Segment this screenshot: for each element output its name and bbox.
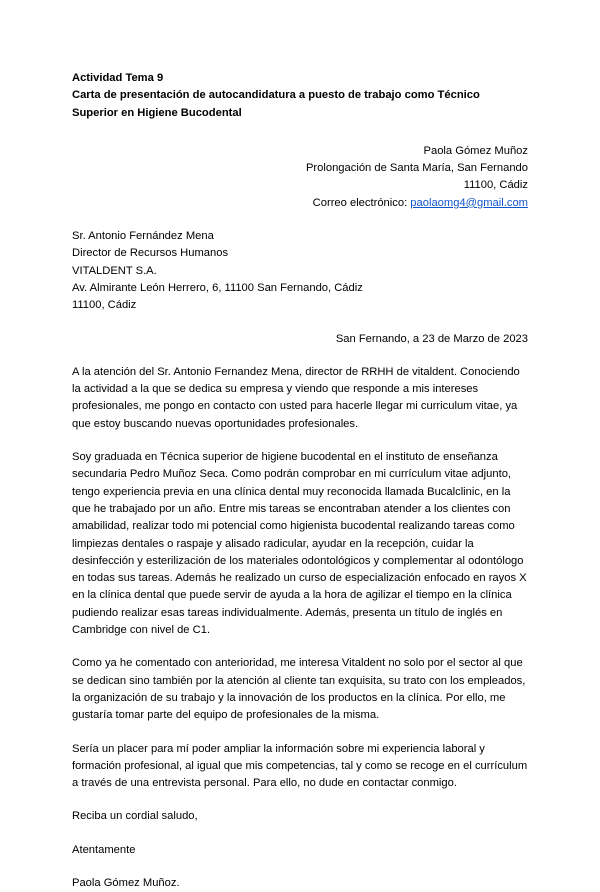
sender-email-link[interactable]: paolaomg4@gmail.com [410,196,528,209]
recipient-block [72,228,528,314]
letter-subject: Carta de presentación de autocandidatura a puesto de trabajo como Técnico Superior en Higiene Bucodental [72,89,480,119]
sender-email-line [72,195,528,212]
letter-page [72,70,528,892]
body-paragraph-intro: A la atención del Sr. Antonio Fernandez Mena, director de RRHH de vitaldent. Conociendo la actividad a la que se dedica su empresa y viendo que responde a mis intereses profesionales, me pongo en contacto con usted para hacerle llegar mi curriculum vitae, ya que estoy buscando nuevas oportunidades profesionales. [72,365,520,430]
sender-city: 11100, Cádiz [463,179,528,192]
activity-title: Actividad Tema 9 [72,72,164,84]
closing: Atentamente [72,843,136,856]
body-paragraph-interview: Sería un placer para mí poder ampliar la información sobre mi experiencia laboral y formación profesional, al igual que mis competencias, tal y como se recoge en el currículum a través de una entrevista personal. Para ello, no dude en contactar conmigo. [72,742,528,790]
recipient-city: 11100, Cádiz [72,299,137,312]
recipient-address: Av. Almirante León Herrero, 6, 11100 San Fernando, Cádiz [72,281,363,294]
recipient-company: VITALDENT S.A. [72,264,157,277]
signature: Paola Gómez Muñoz. [72,876,180,889]
sender-address: Prolongación de Santa María, San Fernando [305,162,528,175]
letter-header [72,70,528,122]
recipient-title: Director de Recursos Humanos [72,247,229,260]
recipient-name: Sr. Antonio Fernández Mena [72,230,214,243]
body-paragraph-motivation: Como ya he comentado con anterioridad, me interesa Vitaldent no solo por el sector al que se dedican sino también por la atención al cliente tan exquisita, su trato con los empleados, la organización de su trabajo y la innovación de los productos en la clínica. Por ello, me gustaría tomar parte del equipo de profesionales de la misma. [72,657,526,722]
greeting: Reciba un cordial saludo, [72,810,198,823]
sender-name: Paola Gómez Muñoz [423,144,528,157]
body-paragraph-experience: Soy graduada en Técnica superior de higiene bucodental en el instituto de enseñanza secundaria Pedro Muñoz Seca. Como podrán comprobar en mi currículum vitae adjunto, tengo experiencia previa en una clínica dental muy reconocida llamada Bucalclinic, en la que he trabajado por un año. Entre mis tareas se encontraban atender a los clientes con amabilidad, realizar todo mi potencial como higienista bucodental realizando tareas como limpiezas dentales o raspaje y alisado radicular, ayudar en la recepción, cuidar la desinfección y esterilización de los materiales odontológicos y complementar al odontólogo en todas sus tareas. Además he realizado un curso de especialización enfocado en rayos X en la clínica dental que puede servir de ayuda a la hora de agilizar el tiempo en la clínica pudiendo realizar esas tareas individualmente. Además, presenta un título de inglés en Cambridge con nivel de C1. [72,451,527,637]
sender-email-label: Correo electrónico: [312,196,411,209]
letter-date: San Fernando, a 23 de Marzo de 2023 [335,332,528,345]
sender-block [72,143,528,212]
